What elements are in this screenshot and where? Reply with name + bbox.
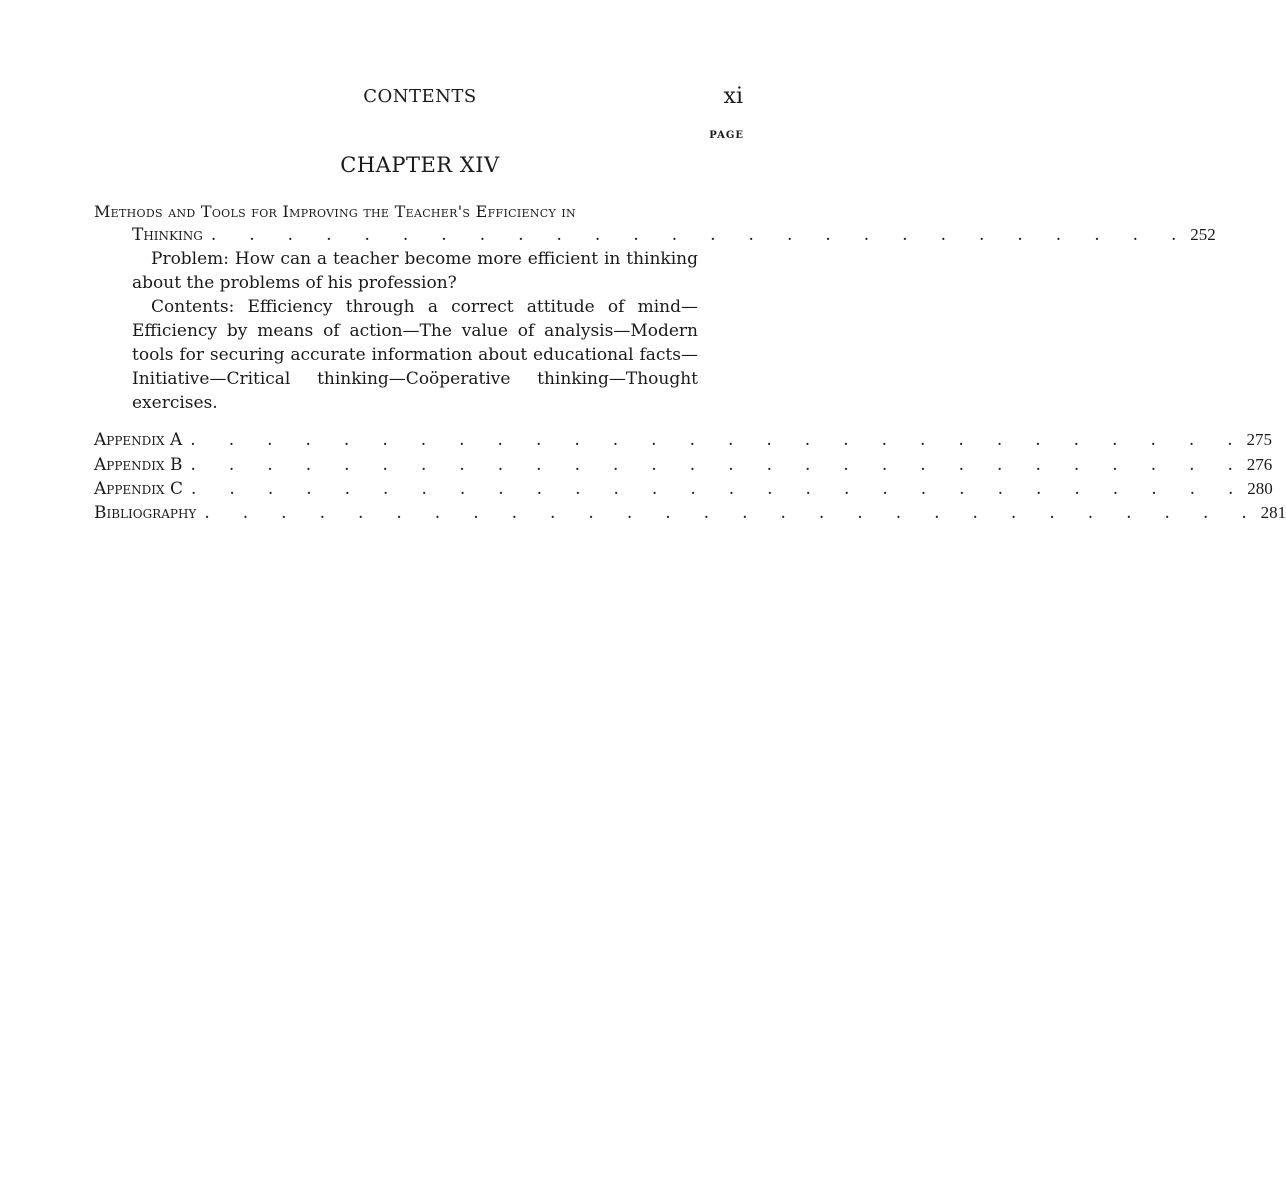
toc-entry-label: Appendix C	[94, 479, 184, 499]
chapter-problem	[132, 247, 698, 295]
toc-entry-page: 281	[1260, 503, 1286, 522]
toc-entry-appendix-c[interactable]	[94, 479, 1273, 499]
toc-entry-appendix-a[interactable]	[94, 430, 1272, 450]
chapter-entry-line[interactable]	[132, 225, 1216, 245]
dot-leader: . . . . . . . . . . . . . . . . . . . . . . . . . . . .	[191, 479, 1248, 499]
toc-entry-label: Appendix A	[94, 430, 183, 450]
chapter-entry-page: 252	[1190, 225, 1216, 244]
running-title: CONTENTS	[363, 86, 477, 107]
dot-leader: . . . . . . . . . . . . . . . . . . . . . . . . . . . .	[190, 430, 1247, 450]
toc-entry-bibliography[interactable]	[94, 503, 1286, 523]
toc-entry-appendix-b[interactable]	[94, 455, 1273, 475]
page-number: xi	[723, 84, 743, 109]
page-column-label: PAGE	[709, 130, 744, 141]
dot-leader: . . . . . . . . . . . . . . . . . . . . . . . . . . . .	[190, 455, 1247, 475]
chapter-heading: CHAPTER XIV	[340, 153, 500, 177]
toc-entry-page: 276	[1246, 455, 1273, 474]
chapter-entry-title: Methods and Tools for Improving the Teacher's Efficiency in	[94, 202, 576, 221]
toc-entry-label: Bibliography	[94, 503, 197, 523]
dot-leader: . . . . . . . . . . . . . . . . . . . . . . . . . . . .	[204, 503, 1261, 523]
dot-leader: . . . . . . . . . . . . . . . . . . . . . . . . . .	[210, 225, 1191, 245]
toc-entry-page: 280	[1247, 479, 1273, 498]
chapter-contents-summary	[132, 295, 698, 415]
toc-entry-label: Appendix B	[94, 455, 183, 475]
chapter-contents-text: Contents: Efficiency through a correct attitude of mind—Efficiency by means of action—The value of analysis—Modern tools for securing accurate information about educational facts—Initiative—Critical thinking—Coöperative thinking—Thought exercises.	[132, 297, 698, 413]
chapter-problem-text: Problem: How can a teacher become more efficient in thinking about the problems of his profession?	[132, 249, 698, 293]
toc-entry-page: 275	[1246, 430, 1272, 449]
chapter-entry-title-continued: Thinking	[132, 225, 203, 245]
